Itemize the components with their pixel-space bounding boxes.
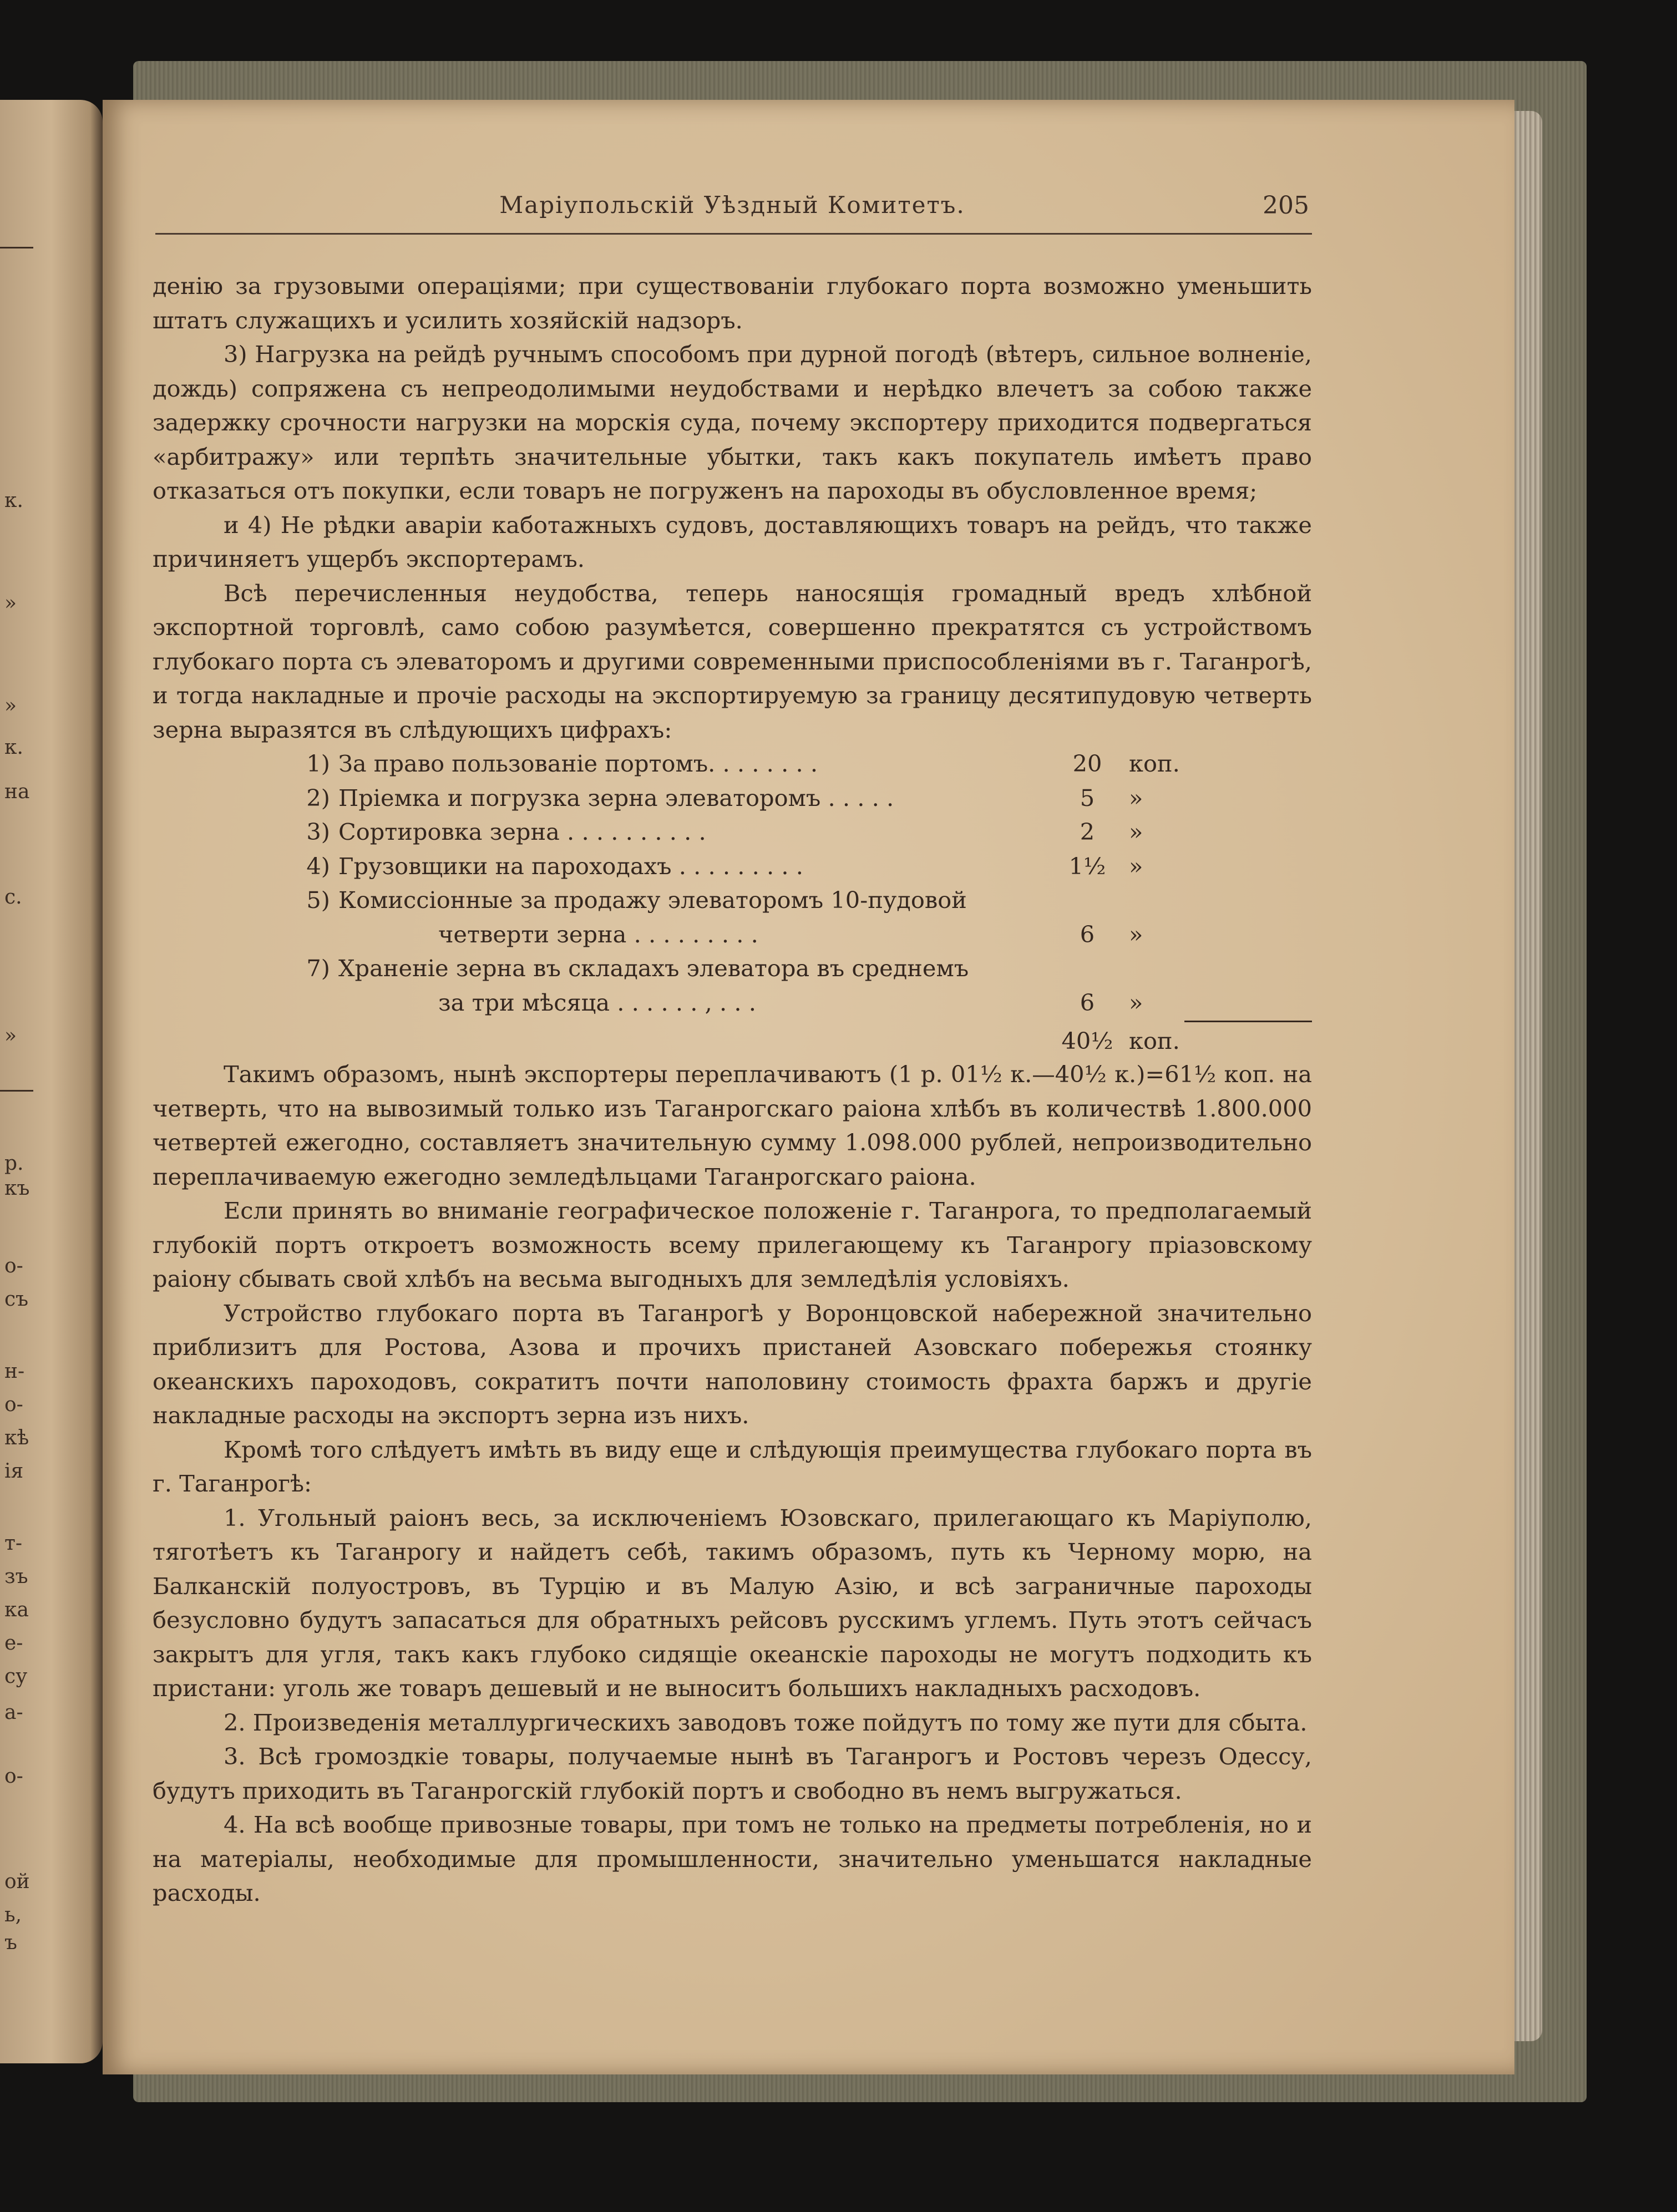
left-fragment: о- [4, 1255, 23, 1277]
table-row [291, 883, 1179, 917]
row-unit: » [1129, 852, 1143, 880]
left-fragment: ка [4, 1599, 29, 1621]
table-row [291, 986, 1179, 1020]
row-unit: коп. [1129, 750, 1180, 777]
left-page-text-fragments [0, 0, 67, 2212]
row-label: Храненіе зерна въ складахъ элеватора въ среднемъ [338, 955, 969, 982]
row-label: Сортировка зерна . . . . . . . . . . [338, 818, 706, 845]
paragraph: Устройство глубокаго порта въ Таганрогѣ у Воронцовской набережной значительно приблизитъ для Ростова, Азова и прочихъ пристаней Азовскаго побережья стоянку океанскихъ пароходовъ, сократитъ почти наполовину стоимость фрахта баржъ и другіе накладные расходы на экспортъ зерна изъ нихъ. [153, 1299, 1312, 1429]
left-fragment: ь, [4, 1904, 22, 1926]
left-fragment: к. [4, 489, 23, 512]
row-label-continued: за три мѣсяца . . . . . . , . . . [438, 988, 756, 1016]
row-number: 5) [306, 886, 330, 914]
left-fragment: къ [4, 1177, 30, 1200]
row-unit: » [1129, 988, 1143, 1016]
paragraph: 3) Нагрузка на рейдѣ ручнымъ способомъ при дурной погодѣ (вѣтеръ, сильное волненіе, дождь) сопряжена съ непреодолимыми неудобствами и нерѣдко влечетъ за собою также задержку срочности нагрузки на морскія суда, почему экспортеру приходится подвергаться «арбитражу» или терпѣть значительные убытки, такъ какъ покупатель имѣетъ право отказаться отъ покупки, если товаръ не погруженъ на пароходы въ обусловленное время; [153, 341, 1312, 504]
paragraph: 2. Произведенія металлургическихъ заводовъ тоже пойдутъ по тому же пути для сбыта. [224, 1708, 1308, 1736]
left-fragment: с. [4, 886, 22, 909]
row-label: Пріемка и погрузка зерна элеваторомъ . . . . . [338, 784, 894, 811]
row-value: 2 [1080, 818, 1095, 845]
left-fragment: зъ [4, 1565, 28, 1588]
row-value: 5 [1080, 784, 1095, 811]
page-body [153, 269, 1312, 1910]
table-row [291, 917, 1179, 952]
header-rule [155, 233, 1312, 235]
total-value: 40½ [1061, 1027, 1113, 1054]
row-label: Грузовщики на пароходахъ . . . . . . . . . [338, 852, 803, 880]
left-fragment: на [4, 780, 30, 803]
row-number: 1) [306, 750, 330, 777]
row-label-continued: четверти зерна . . . . . . . . . [438, 920, 758, 948]
paragraph: Если принять во вниманіе географическое положеніе г. Таганрога, то предполагаемый глубокій портъ откроетъ возможность всему прилегающему къ Таганрогу пріазовскому раіону сбывать свой хлѣбъ на весьма выгодныхъ для земледѣлія условіяхъ. [153, 1197, 1312, 1292]
paragraph: 3. Всѣ громоздкіе товары, получаемые нынѣ въ Таганрогъ и Ростовъ черезъ Одессу, будутъ приходить въ Таганрогскій глубокій портъ и свободно въ немъ выгружаться. [153, 1743, 1312, 1804]
left-fragment: о- [4, 1393, 23, 1416]
left-fragment: су [4, 1665, 28, 1688]
left-fragment: ой [4, 1870, 30, 1893]
row-unit: » [1129, 920, 1143, 948]
left-fragment: кѣ [4, 1427, 29, 1449]
row-label: За право пользованіе портомъ. . . . . . . . [338, 750, 818, 777]
left-fragment: к. [4, 736, 23, 759]
table-row [291, 951, 1179, 986]
row-number: 2) [306, 784, 330, 811]
left-fragment: » [4, 1024, 17, 1047]
cost-table [153, 747, 1312, 1057]
table-row [291, 815, 1179, 849]
paragraph: Всѣ перечисленныя неудобства, теперь наносящія громадный вредъ хлѣбной экспортной торговлѣ, само собою разумѣется, совершенно прекратятся съ устройствомъ глубокаго порта съ элеваторомъ и другими современными приспособленіями въ г. Таганрогѣ, и тогда накладные и прочіе расходы на экспортируемую за границу десятипудовую четверть зерна выразятся въ слѣдующихъ цифрахъ: [153, 579, 1312, 743]
running-head [155, 191, 1309, 225]
row-value: 1½ [1068, 852, 1106, 880]
paragraph: 4. На всѣ вообще привозные товары, при томъ не только на предметы потребленія, но и на матеріалы, необходимые для промышленности, значительно уменьшатся накладные расходы. [153, 1811, 1312, 1906]
row-number: 4) [306, 852, 330, 880]
left-page-rule [0, 1090, 33, 1092]
running-title: Маріупольскій Уѣздный Комитетъ. [499, 191, 965, 219]
table-row [291, 781, 1179, 815]
left-fragment: ія [4, 1460, 24, 1483]
table-total-row [291, 1024, 1179, 1058]
row-value: 20 [1072, 750, 1102, 777]
left-fragment: т- [4, 1532, 23, 1555]
left-fragment: н- [4, 1360, 25, 1383]
total-unit: коп. [1129, 1027, 1180, 1054]
row-label: Комиссіонные за продажу элеваторомъ 10-пудовой [338, 886, 967, 914]
page-number: 205 [1263, 191, 1309, 220]
left-fragment: р. [4, 1152, 24, 1175]
left-fragment: а- [4, 1701, 23, 1724]
paragraph: денію за грузовыми операціями; при существованіи глубокаго порта возможно уменьшить штатъ служащихъ и усилить хозяйскій надзоръ. [153, 272, 1312, 334]
total-rule [1184, 1021, 1312, 1022]
row-value: 6 [1080, 988, 1095, 1016]
row-unit: » [1129, 818, 1143, 845]
row-number: 7) [306, 955, 330, 982]
paragraph: Кромѣ того слѣдуетъ имѣть въ виду еще и слѣдующія преимущества глубокаго порта въ г. Таганрогѣ: [153, 1435, 1312, 1497]
paragraph: Такимъ образомъ, нынѣ экспортеры переплачиваютъ (1 р. 01½ к.—40½ к.)=61½ коп. на четверть, что на вывозимый только изъ Таганрогскаго раіона хлѣбъ въ количествѣ 1.800.000 четвертей ежегодно, составляетъ значительную сумму 1.098.000 рублей, непроизводительно переплачиваемую ежегодно земледѣльцами Таганрогскаго раіона. [153, 1061, 1312, 1190]
left-fragment: ъ [4, 1931, 17, 1954]
row-unit: » [1129, 784, 1143, 811]
paragraph: 1. Угольный раіонъ весь, за исключеніемъ Юзовскаго, прилегающаго къ Маріуполю, тяготѣетъ къ Таганрогу и найдетъ себѣ, такимъ образомъ, путь къ Черному морю, на Балканскій полуостровъ, въ Турцію и въ Малую Азію, и всѣ заграничные пароходы безусловно будутъ запасаться для обратныхъ рейсовъ русскимъ углемъ. Путь этотъ сейчасъ закрытъ для угля, такъ какъ глубоко сидящіе океанскіе пароходы не могутъ подходить къ пристани: уголь же товаръ дешевый и не выноситъ большихъ накладныхъ расходовъ. [153, 1504, 1312, 1702]
left-fragment: о- [4, 1765, 23, 1788]
paragraph: и 4) Не рѣдки аваріи каботажныхъ судовъ, доставляющихъ товаръ на рейдъ, что также причиняетъ ущербъ экспортерамъ. [153, 511, 1312, 572]
left-page-rule [0, 247, 33, 248]
left-fragment: съ [4, 1288, 29, 1311]
table-row [291, 747, 1179, 781]
row-value: 6 [1080, 920, 1095, 948]
left-fragment: » [4, 592, 17, 615]
left-fragment: е- [4, 1632, 23, 1655]
table-row [291, 849, 1179, 884]
row-number: 3) [306, 818, 330, 845]
left-fragment: » [4, 694, 17, 717]
